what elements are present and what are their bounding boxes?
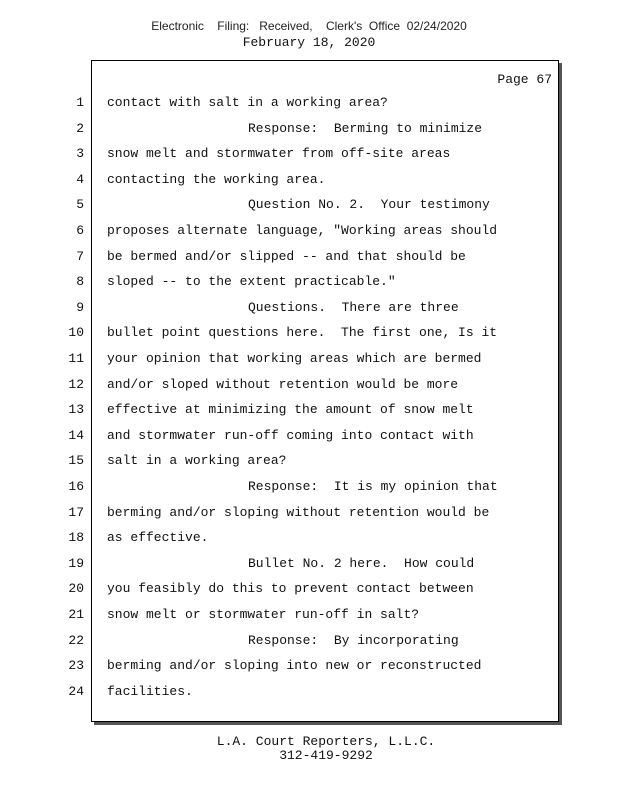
line-text: snow melt and stormwater from off-site areas <box>107 146 451 162</box>
line-text: Questions. There are three <box>248 299 459 315</box>
line-number: 18 <box>68 530 84 546</box>
line-number: 24 <box>68 683 84 699</box>
line-text: be bermed and/or slipped -- and that should be <box>107 248 466 264</box>
transcript-line <box>0 351 560 371</box>
hearing-date: February 18, 2020 <box>242 35 376 50</box>
transcript-line <box>0 479 560 499</box>
line-text: and/or sloped without retention would be more <box>107 376 459 392</box>
line-number: 16 <box>68 479 84 494</box>
line-number: 12 <box>68 376 84 392</box>
transcript-line <box>0 197 560 217</box>
reporter-company: L.A. Court Reporters, L.L.C. <box>216 734 436 749</box>
line-number: 20 <box>68 581 84 597</box>
transcript-line <box>0 505 560 525</box>
line-text: as effective. <box>107 530 209 546</box>
reporter-phone: 312-419-9292 <box>279 748 373 763</box>
line-number: 10 <box>68 325 84 341</box>
transcript-line <box>0 633 560 653</box>
line-text: berming and/or sloping into new or reconstructed <box>107 658 482 674</box>
line-number: 17 <box>68 504 84 520</box>
transcript-line <box>0 428 560 448</box>
transcript-line <box>0 530 560 550</box>
line-number: 13 <box>68 402 84 418</box>
line-text: your opinion that working areas which are bermed <box>107 351 482 366</box>
transcript-line <box>0 581 560 601</box>
line-text: proposes alternate language, "Working areas should <box>107 223 498 238</box>
line-text: and stormwater run-off coming into contact with <box>107 427 474 443</box>
line-text: Response: By incorporating <box>248 632 459 648</box>
line-text: berming and/or sloping without retention would be <box>107 504 490 520</box>
line-number: 6 <box>76 223 84 238</box>
page-number: Page 67 <box>497 72 552 87</box>
line-number: 2 <box>76 120 84 136</box>
line-text: sloped -- to the extent practicable." <box>107 274 396 290</box>
transcript-line <box>0 95 560 115</box>
line-text: Response: It is my opinion that <box>248 479 498 494</box>
line-text: contact with salt in a working area? <box>107 95 388 110</box>
line-number: 9 <box>76 299 84 315</box>
line-number: 5 <box>76 197 84 213</box>
line-number: 19 <box>68 555 84 571</box>
line-number: 14 <box>68 427 84 443</box>
line-text: salt in a working area? <box>107 453 287 469</box>
transcript-line <box>0 684 560 704</box>
line-number: 4 <box>76 171 84 187</box>
transcript-line <box>0 556 560 576</box>
line-number: 15 <box>68 453 84 469</box>
transcript-line <box>0 172 560 192</box>
line-number: 22 <box>68 632 84 648</box>
line-text: snow melt or stormwater run-off in salt? <box>107 607 420 622</box>
transcript-line <box>0 325 560 345</box>
line-number: 1 <box>76 95 84 110</box>
transcript-line <box>0 300 560 320</box>
line-text: effective at minimizing the amount of snow melt <box>107 402 474 418</box>
line-number: 11 <box>68 351 84 366</box>
line-number: 23 <box>68 658 84 674</box>
line-number: 3 <box>76 146 84 162</box>
transcript-line <box>0 453 560 473</box>
line-text: bullet point questions here. The first one, Is it <box>107 325 498 341</box>
transcript-line <box>0 249 560 269</box>
transcript-line <box>0 146 560 166</box>
transcript-line <box>0 121 560 141</box>
line-text: contacting the working area. <box>107 171 326 187</box>
line-text: you feasibly do this to prevent contact between <box>107 581 474 597</box>
line-number: 7 <box>76 248 84 264</box>
line-text: facilities. <box>107 683 193 699</box>
transcript-line <box>0 377 560 397</box>
filing-stamp: Electronic Filing: Received, Clerk's Office 02/24/2020 <box>151 19 467 33</box>
line-text: Bullet No. 2 here. How could <box>248 555 475 571</box>
line-number: 21 <box>68 607 84 622</box>
transcript-line <box>0 607 560 627</box>
line-text: Question No. 2. Your testimony <box>248 197 490 213</box>
transcript-line <box>0 274 560 294</box>
transcript-line <box>0 402 560 422</box>
transcript-line <box>0 223 560 243</box>
transcript-line <box>0 658 560 678</box>
line-text: Response: Berming to minimize <box>248 120 483 136</box>
line-number: 8 <box>76 274 84 290</box>
